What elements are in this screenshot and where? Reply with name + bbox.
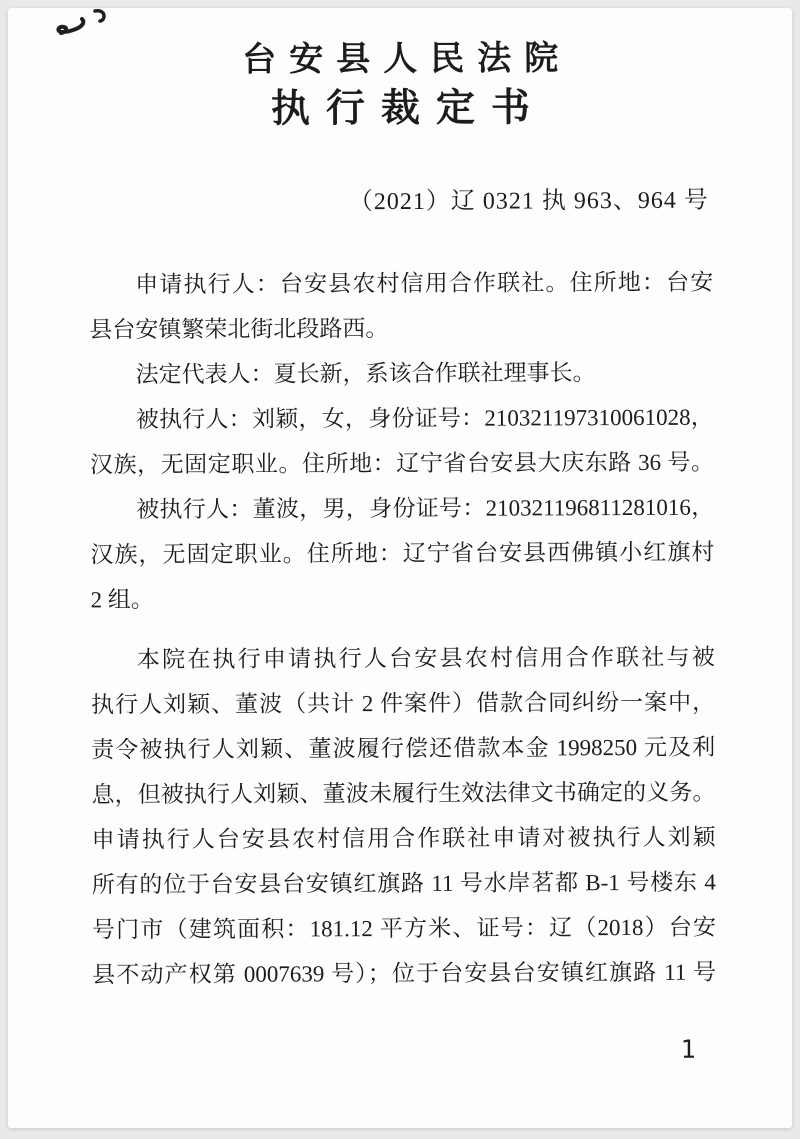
- text-line: 汉族，无固定职业。住所地：辽宁省台安县大庆东路 36 号。: [89, 449, 715, 478]
- text-line: 县不动产权第 0007639 号）；位于台安县台安镇红旗路 11 号: [92, 959, 717, 988]
- text-line: 号门市（建筑面积：181.12 平方米、证号：辽（2018）台安: [91, 914, 717, 943]
- text-line: 汉族，无固定职业。住所地：辽宁省台安县西佛镇小红旗村: [90, 539, 715, 568]
- document-title-heading: 执行裁定书: [270, 86, 547, 131]
- text-line: 本院在执行申请执行人台安县农村信用合作联社与被: [136, 644, 715, 673]
- text-line: 被执行人：董波，男，身份证号：210321196811281016，: [136, 494, 715, 523]
- document-page: [8, 8, 792, 1128]
- case-number: （2021）辽 0321 执 963、964 号: [348, 187, 709, 216]
- text-line: 被执行人：刘颖，女，身份证号：210321197310061028，: [135, 404, 714, 433]
- text-line: 责令被执行人刘颖、董波履行偿还借款本金 1998250 元及利: [91, 734, 716, 763]
- text-line: 执行人刘颖、董波（共计 2 件案件）借款合同纠纷一案中，: [90, 689, 716, 718]
- document-body: [89, 260, 716, 998]
- text-line: 所有的位于台安县台安镇红旗路 11 号水岸茗都 B-1 号楼东 4: [91, 869, 716, 898]
- court-name-heading: 台安县人民法院: [242, 40, 572, 79]
- document-content: [8, 8, 792, 1128]
- text-line: 申请执行人台安县农村信用合作联社申请对被执行人刘颖: [91, 824, 716, 853]
- text-line: 申请执行人：台安县农村信用合作联社。住所地：台安: [135, 269, 714, 298]
- page-number: 1: [680, 1034, 696, 1064]
- text-line: 法定代表人：夏长新，系该合作联社理事长。: [135, 360, 596, 388]
- text-line: 县台安镇繁荣北街北段路西。: [89, 316, 389, 343]
- text-line: 2 组。: [90, 587, 154, 613]
- text-line: 息，但被执行人刘颖、董波未履行生效法律文书确定的义务。: [91, 779, 716, 808]
